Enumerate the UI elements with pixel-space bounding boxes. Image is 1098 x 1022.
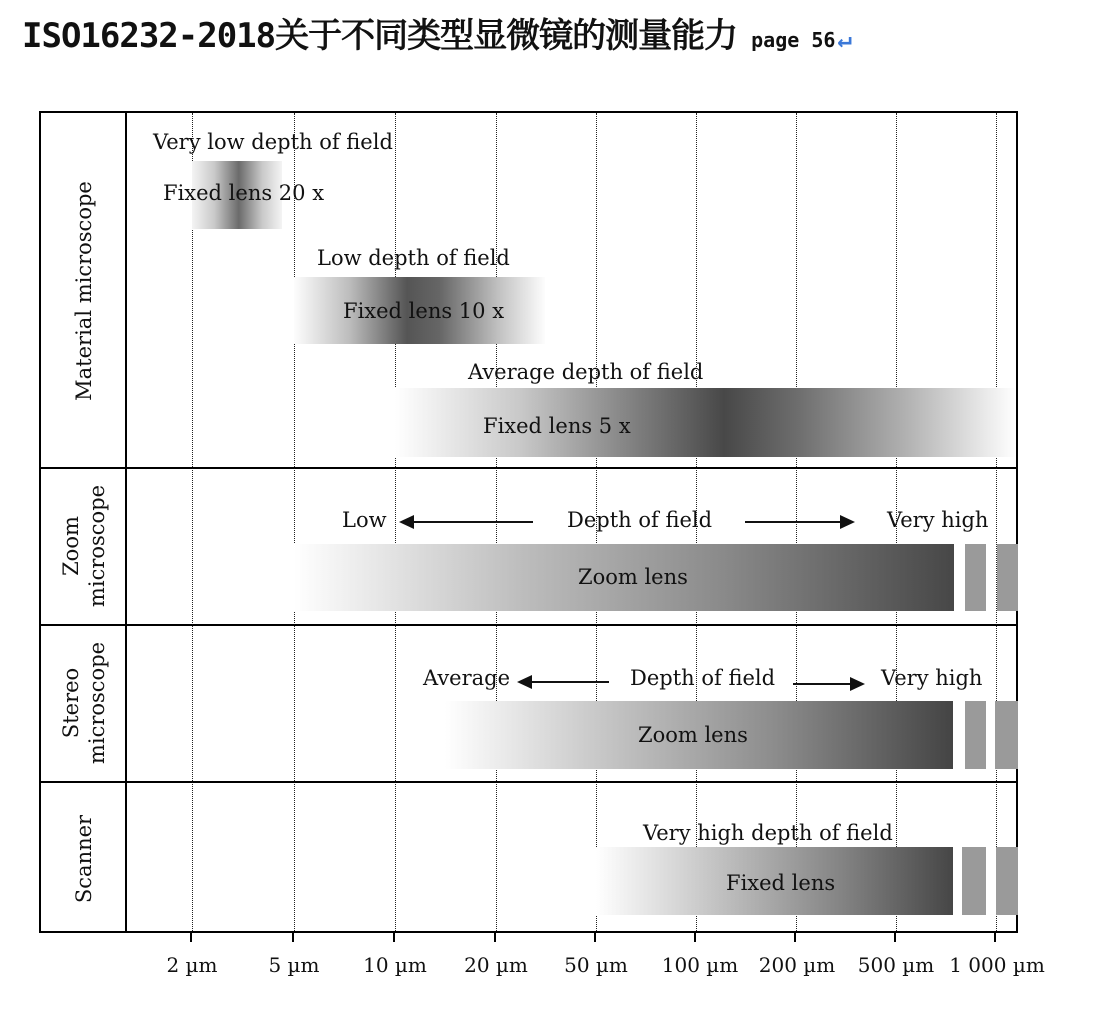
axis-tick — [190, 933, 192, 942]
axis-tick — [894, 933, 896, 942]
zoom-dof-label: Depth of field — [567, 508, 713, 532]
zoom-low-label: Low — [342, 508, 387, 532]
gridline-1000um — [996, 113, 997, 931]
axis-tick — [794, 933, 796, 942]
scanner-extension-segment — [996, 847, 1018, 915]
stereo-average-label: Average — [423, 666, 511, 690]
page-title — [22, 8, 852, 58]
row-label-stereo — [58, 642, 110, 764]
axis-tick — [994, 933, 996, 942]
average-dof-lens: Fixed lens 5 x — [483, 414, 631, 438]
scanner-lens-label: Fixed lens — [726, 871, 836, 895]
axis-label-2um: 2 µm — [166, 953, 218, 977]
row-separator — [41, 467, 1016, 469]
row-label-scanner: Scanner — [72, 814, 96, 904]
row-label-zoom — [58, 485, 110, 607]
gridline-10um — [395, 113, 396, 931]
zoom-extension-segment — [965, 544, 986, 611]
page-number: page 56 — [751, 28, 836, 52]
very-low-dof-caption: Very low depth of field — [153, 130, 393, 154]
return-mark-icon: ↵ — [837, 25, 852, 53]
axis-label-10um: 10 µm — [363, 953, 427, 977]
stereo-extension-segment — [965, 701, 986, 769]
row-label-zoom-line2: microscope — [85, 484, 109, 608]
axis-tick — [594, 933, 596, 942]
axis-tick — [393, 933, 395, 942]
axis-label-5um: 5 µm — [268, 953, 320, 977]
zoom-lens-label: Zoom lens — [578, 565, 688, 589]
zoom-right-arrow-icon — [745, 521, 841, 523]
axis-label-200um: 200 µm — [758, 953, 836, 977]
axis-tick — [494, 933, 496, 942]
scanner-extension-segment — [962, 847, 986, 915]
stereo-lens-label: Zoom lens — [638, 723, 748, 747]
axis-label-1000um: 1 000 µm — [949, 953, 1045, 977]
stereo-dof-label: Depth of field — [630, 666, 776, 690]
axis-label-500um: 500 µm — [857, 953, 935, 977]
scanner-caption: Very high depth of field — [643, 821, 893, 845]
title-text: ISO16232-2018关于不同类型显微镜的测量能力 — [22, 16, 738, 56]
low-dof-lens: Fixed lens 10 x — [343, 299, 505, 323]
row-label-zoom-line1: Zoom — [59, 516, 83, 576]
capability-diagram — [39, 111, 1018, 933]
stereo-right-arrow-icon — [793, 683, 851, 685]
stereo-extension-segment — [995, 701, 1018, 769]
stereo-high-label: Very high — [881, 666, 983, 690]
zoom-extension-segment — [997, 544, 1018, 611]
row-label-material: Material microscope — [72, 181, 96, 401]
average-dof-caption: Average depth of field — [468, 360, 704, 384]
axis-label-50um: 50 µm — [564, 953, 628, 977]
stereo-left-arrow-icon — [531, 681, 609, 683]
row-label-stereo-line2: microscope — [85, 641, 109, 765]
row-separator — [41, 624, 1016, 626]
low-dof-caption: Low depth of field — [317, 246, 510, 270]
axis-label-100um: 100 µm — [661, 953, 739, 977]
zoom-high-label: Very high — [887, 508, 989, 532]
row-separator — [41, 781, 1016, 783]
axis-label-20um: 20 µm — [464, 953, 528, 977]
very-low-dof-lens: Fixed lens 20 x — [163, 181, 325, 205]
gridline-5um — [294, 113, 295, 931]
axis-tick — [292, 933, 294, 942]
row-label-stereo-line1: Stereo — [59, 667, 83, 739]
gridline-2um — [192, 113, 193, 931]
axis-tick — [694, 933, 696, 942]
zoom-left-arrow-icon — [413, 521, 533, 523]
